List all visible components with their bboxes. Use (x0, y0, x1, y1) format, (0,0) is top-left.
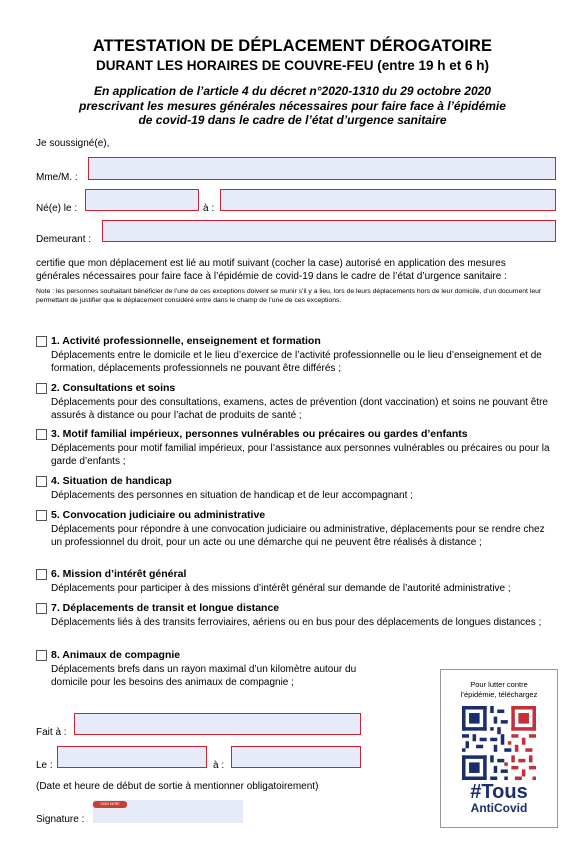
motif-3-title: 3. Motif familial impérieux, personnes vulnérables ou précaires ou gardes d’enfants (51, 428, 468, 440)
fait-field[interactable] (74, 713, 361, 735)
legal-line-1: En application de l’article 4 du décret n°2020-1310 du 29 octobre 2020 (94, 84, 491, 98)
certify-text: certifie que mon déplacement est lié au motif suivant (cocher la case) autorisé en application des mesures générales nécessaires pour faire face à l’épidémie de covid-19 dans le cadre de l’état d’urgence sanitaire : (36, 258, 507, 282)
motif-7-title: 7. Déplacements de transit et longue distance (51, 602, 280, 614)
address-label: Demeurant : (36, 234, 92, 245)
motif-7 (36, 602, 556, 630)
motif-1 (36, 335, 556, 375)
soussigne-label: Je soussigné(e), (36, 138, 110, 149)
date-note: (Date et heure de début de sortie à mentionner obligatoirement) (36, 781, 319, 792)
stamp-text: SIGN HERE (100, 802, 120, 806)
address-field[interactable] (102, 220, 556, 242)
time-label: à : (213, 760, 225, 771)
motif-1-title: 1. Activité professionnelle, enseignement et formation (51, 335, 321, 347)
motif-2-title: 2. Consultations et soins (51, 382, 176, 394)
anticovid-promo (440, 669, 558, 828)
name-field[interactable] (88, 157, 556, 180)
birth-date-label: Né(e) le : (36, 203, 78, 214)
promo-text-line-2: l’épidémie, téléchargez (460, 690, 538, 699)
birth-date-field[interactable] (85, 189, 199, 211)
motif-1-desc: Déplacements entre le domicile et le lieu d’exercice de l’activité professionnelle ou le lieu d’enseignement et de formation, déplacements professionnels ne pouvant être différés ; (51, 350, 542, 374)
motif-6 (36, 568, 556, 596)
motif-6-checkbox[interactable] (36, 569, 47, 580)
date-field[interactable] (57, 746, 207, 768)
motif-4-desc: Déplacements des personnes en situation de handicap et de leur accompagnant ; (51, 490, 413, 501)
motif-3-checkbox[interactable] (36, 429, 47, 440)
name-label: Mme/M. : (36, 172, 78, 183)
motif-8-title: 8. Animaux de compagnie (51, 649, 181, 661)
motif-3 (36, 428, 556, 468)
qr-code-icon[interactable] (462, 706, 536, 780)
motif-5-desc: Déplacements pour répondre à une convocation judiciaire ou administrative, déplacements pour se rendre chez un professionnel du droit, pour un acte ou une démarche qui ne peuvent être réalisés à distance ; (51, 524, 545, 548)
motif-2 (36, 382, 556, 422)
motif-8-checkbox[interactable] (36, 650, 47, 661)
motif-5-checkbox[interactable] (36, 510, 47, 521)
motif-5 (36, 509, 556, 549)
motif-4-checkbox[interactable] (36, 476, 47, 487)
document-subtitle: DURANT LES HORAIRES DE COUVRE-FEU (entre 19 h et 6 h) (95, 58, 490, 73)
motif-6-title: 6. Mission d’intérêt général (51, 568, 187, 580)
note-text: Note : les personnes souhaitant bénéficier de l’une de ces exceptions doivent se munir s’il y a lieu, lors de leurs déplacements hors de leur domicile, d’un document leur permettant de justifier que le déplacement considéré entre dans le champ de l’une de ces exceptions. (36, 288, 542, 304)
motif-3-desc: Déplacements pour motif familial impérieux, pour l’assistance aux personnes vulnérables ou précaires ou pour la garde d’enfants ; (51, 443, 550, 467)
motif-2-desc: Déplacements pour des consultations, examens, actes de prévention (dont vaccination) et soins ne pouvant être assurés à distance ou pour l’achat de produits de santé ; (51, 397, 548, 421)
legal-line-2: prescrivant les mesures générales nécessaires pour faire face à l’épidémie (79, 98, 506, 113)
motif-4 (36, 475, 556, 503)
motif-2-checkbox[interactable] (36, 383, 47, 394)
sign-here-stamp (93, 801, 127, 808)
motif-8 (36, 649, 386, 689)
fait-label: Fait à : (36, 727, 67, 738)
tous-hashtag: #Tous (470, 781, 528, 803)
document-title: ATTESTATION DE DÉPLACEMENT DÉROGATOIRE (92, 37, 493, 55)
legal-line-3: de covid-19 dans le cadre de l’état d’urgence sanitaire (138, 113, 447, 127)
anticovid-brand: AntiCovid (470, 801, 528, 815)
motif-7-desc: Déplacements liés à des transits ferroviaires, aériens ou en bus pour des déplacements de longues distances ; (51, 617, 542, 628)
promo-text-line-1: Pour lutter contre (470, 680, 528, 689)
time-field[interactable] (231, 746, 361, 768)
promo-text (441, 680, 557, 700)
birth-place-label: à : (203, 203, 215, 214)
birth-place-field[interactable] (220, 189, 556, 211)
legal-reference (40, 84, 545, 128)
motif-8-desc: Déplacements brefs dans un rayon maximal d’un kilomètre autour du domicile pour les besoins des animaux de compagnie ; (51, 664, 357, 688)
motif-1-checkbox[interactable] (36, 336, 47, 347)
motif-6-desc: Déplacements pour participer à des missions d’intérêt général sur demande de l’autorité administrative ; (51, 583, 511, 594)
motif-5-title: 5. Convocation judiciaire ou administrative (51, 509, 266, 521)
date-label: Le : (36, 760, 53, 771)
motif-4-title: 4. Situation de handicap (51, 475, 172, 487)
motif-7-checkbox[interactable] (36, 603, 47, 614)
signature-label: Signature : (36, 814, 85, 825)
